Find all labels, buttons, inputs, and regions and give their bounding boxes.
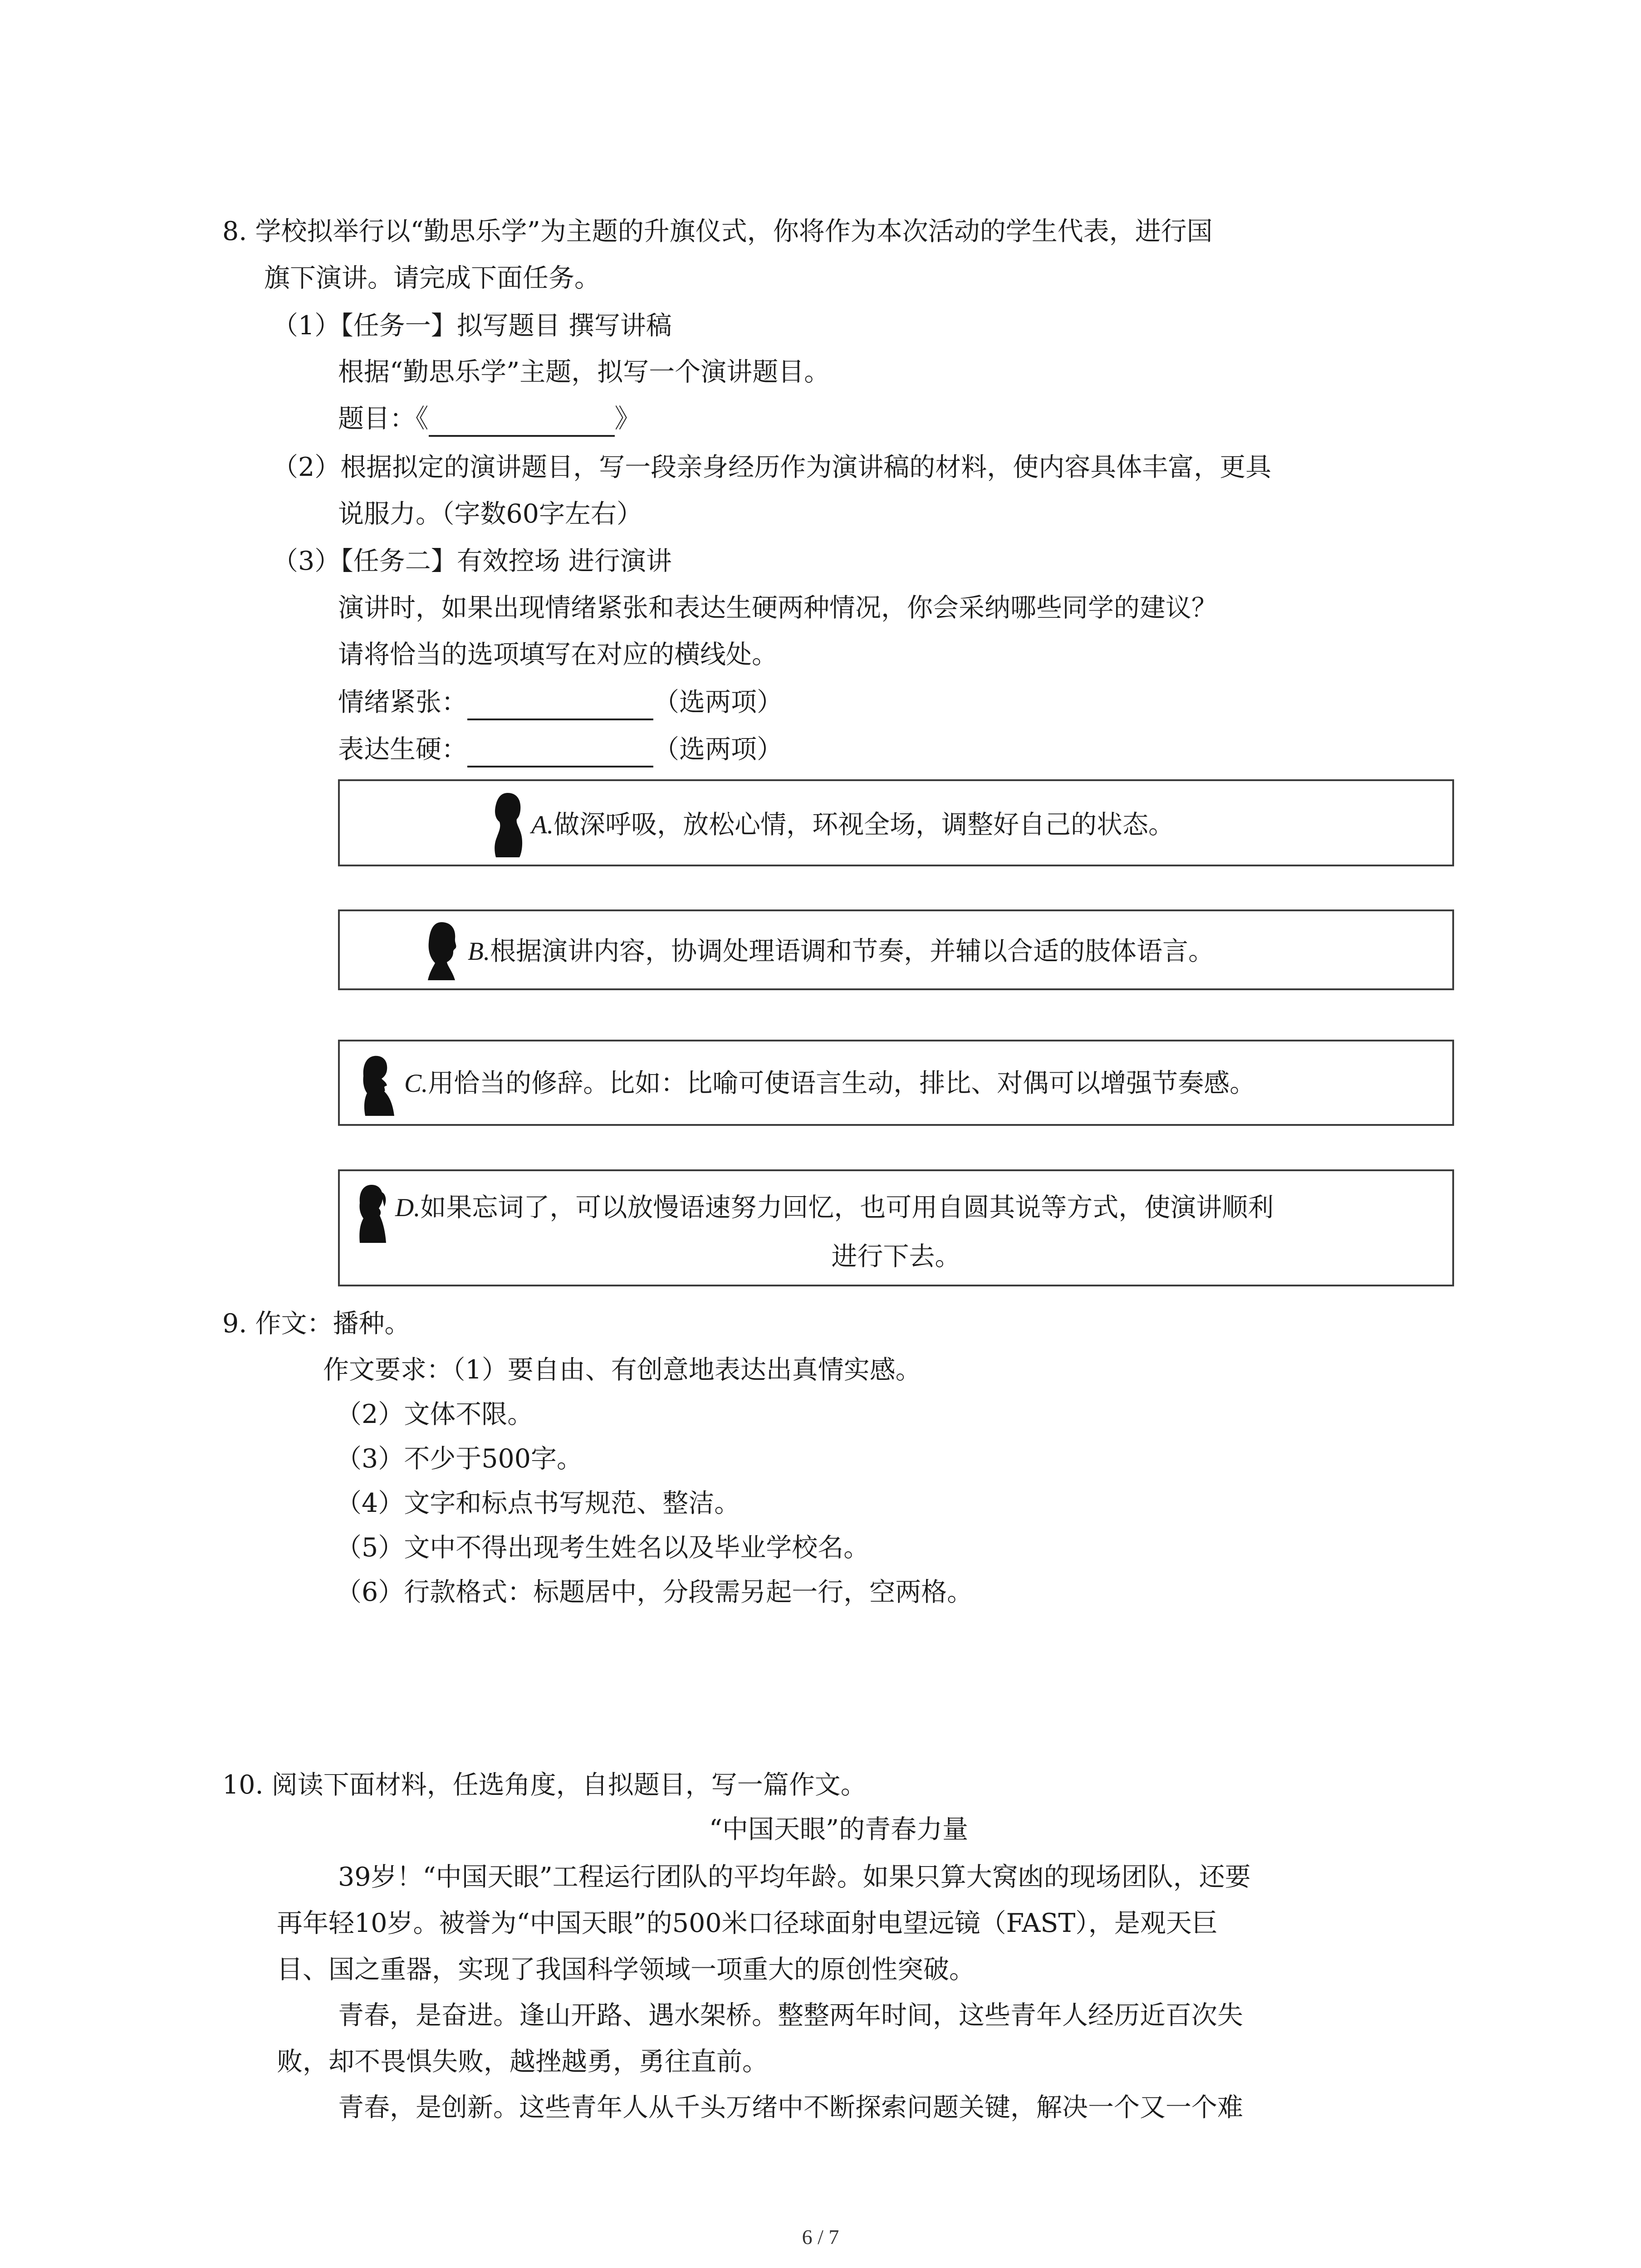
option-a-box [338,779,1454,866]
q9-requirement-6: （6）行款格式：标题居中，分段需另起一行，空两格。 [336,1577,973,1607]
thinking-silhouette-icon [361,1054,398,1118]
q9-stem: 9. 作文：播种。 [222,1309,411,1339]
q8-task1-instruction: 根据“勤思乐学”主题，拟写一个演讲题目。 [338,357,830,387]
q10-paragraph-line-3: 目、国之重器，实现了我国科学领域一项重大的原创性突破。 [277,1955,975,1984]
q10-stem: 10. 阅读下面材料，任选角度，自拟题目，写一篇作文。 [222,1770,867,1800]
title-prefix: 题目：《 [338,404,429,434]
option-d-letter: D. [395,1193,421,1222]
option-b-box [338,909,1454,990]
q8-task3-line-1: 演讲时，如果出现情绪紧张和表达生硬两种情况，你会采纳哪些同学的建议？ [338,593,1217,623]
q8-task3-heading: （3）【任务二】有效控场 进行演讲 [272,546,672,576]
option-c-text [404,1065,1255,1102]
q10-article-title: “中国天眼”的青春力量 [709,1814,969,1844]
q9-requirement-2: （2）文体不限。 [336,1399,534,1429]
q9-requirement-5: （5）文中不得出现考生姓名以及毕业学校名。 [336,1533,870,1563]
stiff-choose-two: （选两项） [653,734,783,764]
stiff-label: 表达生硬： [338,734,467,764]
nervous-label: 情绪紧张： [338,687,467,717]
option-c-content: 用恰当的修辞。比如：比喻可使语言生动，排比、对偶可以增强节奏感。 [428,1068,1256,1098]
option-a-text [531,807,1174,843]
option-a-content: 做深呼吸，放松心情，环视全场，调整好自己的状态。 [554,810,1175,840]
q10-paragraph-line-6: 青春，是创新。这些青年人从千头万绪中不断探索问题关键，解决一个又一个难 [338,2092,1243,2122]
nervous-blank[interactable] [467,689,653,720]
q8-stem-line-2: 旗下演讲。请完成下面任务。 [264,263,600,293]
stiff-blank[interactable] [467,736,653,767]
boy-silhouette-icon [425,921,460,982]
q10-paragraph-line-5: 败，却不畏惧失败，越挫越勇，勇往直前。 [277,2047,768,2077]
option-a-letter: A. [531,811,554,839]
option-c-box [338,1040,1454,1126]
option-d-content: 如果忘词了，可以放慢语速努力回忆，也可用自圆其说等方式，使演讲顺利 [420,1193,1274,1222]
q10-paragraph-line-4: 青春，是奋进。逢山开路、遇水架桥。整整两年时间，这些青年人经历近百次失 [338,2000,1243,2030]
option-d-text-line-1 [395,1189,1274,1226]
page-number: 6 / 7 [802,2225,839,2248]
stiff-row [338,731,783,767]
title-blank[interactable] [429,405,615,437]
q10-paragraph-line-1: 39岁！“中国天眼”工程运行团队的平均年龄。如果只算大窝凼的现场团队，还要 [338,1862,1251,1892]
q8-task3-line-2: 请将恰当的选项填写在对应的横线处。 [338,640,778,670]
title-suffix: 》 [614,404,641,434]
option-d-box [338,1169,1454,1286]
nervous-row [338,684,783,720]
option-d-text-line-2: 进行下去。 [831,1242,961,1271]
option-b-content: 根据演讲内容，协调处理语调和节奏，并辅以合适的肢体语言。 [490,936,1215,966]
option-c-letter: C. [404,1069,428,1098]
q9-requirement-1: 作文要求：（1）要自由、有创意地表达出真情实感。 [323,1355,921,1385]
q8-task1-heading: （1）【任务一】拟写题目 撰写讲稿 [272,311,672,341]
option-b-text [468,933,1214,970]
nervous-choose-two: （选两项） [653,687,783,717]
q9-requirement-4: （4）文字和标点书写规范、整洁。 [336,1488,740,1518]
q8-title-row [338,401,641,437]
q9-requirement-3: （3）不少于500字。 [336,1444,583,1474]
ponytail-silhouette-icon [356,1183,388,1245]
q10-paragraph-line-2: 再年轻10岁。被誉为“中国天眼”的500米口径球面射电望远镜（FAST），是观天巨 [277,1908,1218,1938]
girl-silhouette-icon [490,791,526,859]
q8-stem-line-1: 8. 学校拟举行以“勤思乐学”为主题的升旗仪式，你将作为本次活动的学生代表，进行国 [222,216,1213,246]
q8-task2-line-2: 说服力。（字数60字左右） [338,499,643,529]
q8-task2-line-1: （2）根据拟定的演讲题目，写一段亲身经历作为演讲稿的材料，使内容具体丰富，更具 [272,452,1272,482]
option-b-letter: B. [468,937,490,966]
